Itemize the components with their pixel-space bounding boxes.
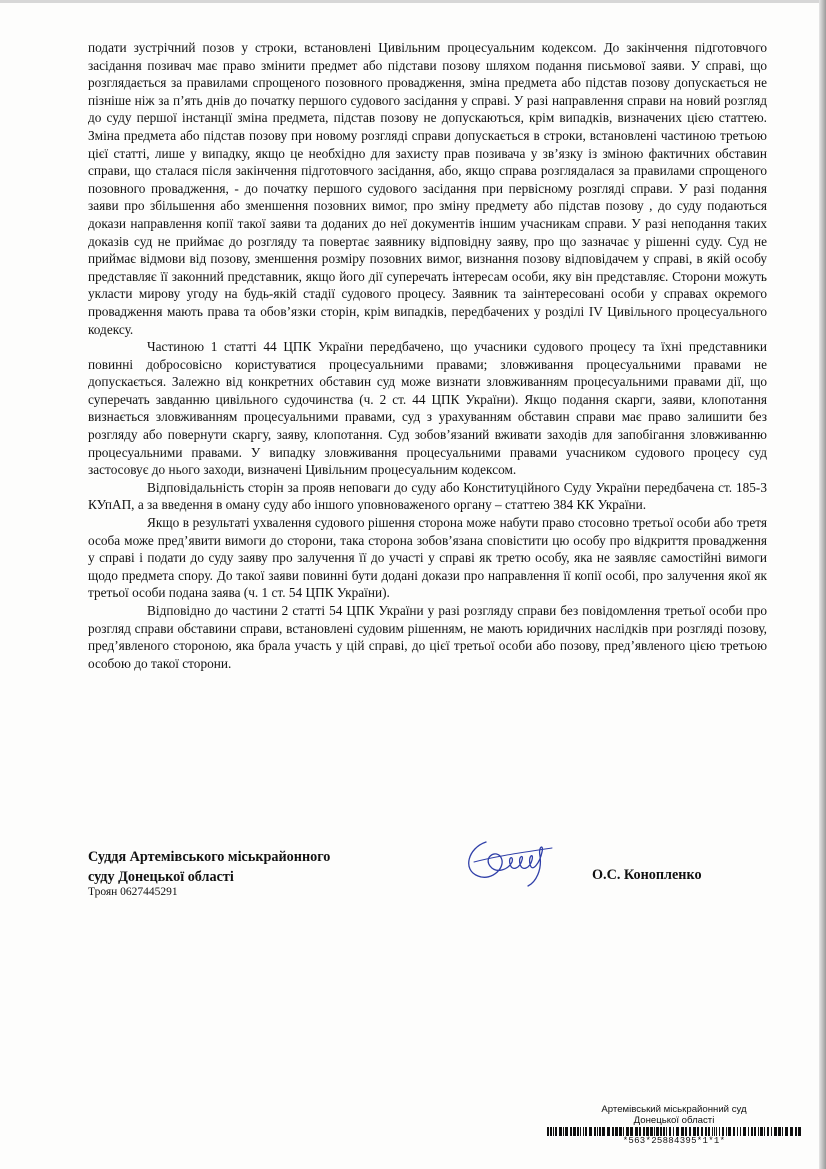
barcode-bar bbox=[666, 1127, 667, 1136]
barcode-bar bbox=[656, 1127, 659, 1136]
barcode-bar bbox=[758, 1127, 759, 1136]
barcode-bar bbox=[795, 1127, 797, 1136]
barcode-bar bbox=[585, 1127, 587, 1136]
barcode-bar bbox=[778, 1127, 781, 1136]
barcode-bar bbox=[737, 1127, 738, 1136]
barcode-bar bbox=[594, 1127, 596, 1136]
executor-phone: Троян 0627445291 bbox=[88, 886, 178, 898]
barcode-bar bbox=[764, 1127, 765, 1136]
barcode-bar bbox=[722, 1127, 724, 1136]
barcode-bar bbox=[697, 1127, 699, 1136]
barcode-bar bbox=[660, 1127, 662, 1136]
paragraph-2: Частиною 1 статті 44 ЦПК України передбачено, що учасники судового процесу та їхні представники повинні добросовісно користуватися процесуальними правами; зловживання процесуальними правами не допускається. Залежно від конкретних обставин суд може визнати зловживанням процесуальними правами дії, що суперечать завданню цивільного судочинства (ч. 2 ст. 44 ЦПК України). Якщо подання скарги, заяви, клопотання визнається зловживанням процесуальними правами, суд з урахуванням обставин справи має право залишити без розгляду або повернути скаргу, заяву, клопотання. Суд зобов’язаний вживати заходів для запобігання зловживанню процесуальними правами. У випадку зловживання процесуальними правами учасником судового процесу суд застосовує до нього заходи, визначені Цивільним процесуальним кодексом. bbox=[88, 339, 767, 478]
judge-title bbox=[88, 847, 330, 887]
barcode bbox=[547, 1127, 801, 1136]
barcode-bar bbox=[669, 1127, 671, 1136]
barcode-bar bbox=[559, 1127, 562, 1136]
barcode-bar bbox=[701, 1127, 703, 1136]
barcode-bar bbox=[740, 1127, 741, 1136]
barcode-bar bbox=[708, 1127, 710, 1136]
judge-name: О.С. Конопленко bbox=[592, 867, 702, 883]
barcode-bar bbox=[589, 1127, 592, 1136]
paragraph-1: подати зустрічний позов у строки, встановлені Цивільним процесуальним кодексом. До закінчення підготовчого засідання позивач має право змінити предмет або підстави позову шляхом подання письмової заяви. У справі, що розглядається за правилами спрощеного позовного провадження, зміна предмета або підстав позову допускається не пізніше ніж за п’ять днів до початку першого судового засідання у справі. У разі направлення справи на новий розгляд до суду першої інстанції зміна предмета, підстав позову не допускаються, крім випадків, визначених цією статтею. Зміна предмета або підстав позову при новому розгляді справи допускається в строки, встановлені частиною третьою цієї статті, лише у випадку, якщо це необхідно для захисту прав позивача у зв’язку із зміною фактичних обставин справи, що сталася після закінчення підготовчого засідання, або, якщо справа розглядалася за правилами спрощеного позовного провадження, - до початку першого судового засідання при первісному розгляді справи. У разі подання заяви про збільшення або зменшення позовних вимог, про зміну предмету або підстав позову , до суду подаються докази направлення копії такої заяви та доданих до неї документів іншим учасникам справи. У разі неподання таких доказів суд не приймає до розгляду та повертає заявнику відповідну заяву, про що зазначає у рішенні суду. Суд не приймає відмови від позову, зменшення розміру позовних вимог, визнання позову відповідачем у справі, в якій особу представляє її законний представник, якщо його дії суперечать інтересам особи, яку він представляє. Сторони можуть укласти мирову угоду на будь-якій стадії судового процесу. Заявник та заінтересовані особи у справах окремого провадження мають права та обов’язки сторін, крім випадків, передбачених у розділі IV Цивільного процесуального кодексу. bbox=[88, 40, 767, 337]
barcode-bar bbox=[635, 1127, 638, 1136]
barcode-bar bbox=[767, 1127, 769, 1136]
barcode-bar bbox=[748, 1127, 749, 1136]
barcode-bar bbox=[646, 1127, 649, 1136]
barcode-bar bbox=[580, 1127, 581, 1136]
barcode-bar bbox=[774, 1127, 777, 1136]
judge-title-line-1: Суддя Артемівського міськрайонного bbox=[88, 849, 331, 865]
barcode-bar bbox=[643, 1127, 645, 1136]
barcode-bar bbox=[555, 1127, 557, 1136]
barcode-bar bbox=[771, 1127, 772, 1136]
barcode-bar bbox=[602, 1127, 605, 1136]
barcode-bar bbox=[663, 1127, 665, 1136]
barcode-bar bbox=[650, 1127, 653, 1136]
judge-title-line-2: суду Донецької області bbox=[88, 869, 234, 885]
barcode-bar bbox=[728, 1127, 731, 1136]
barcode-bar bbox=[597, 1127, 598, 1136]
scan-right-edge bbox=[819, 0, 826, 1169]
barcode-bar bbox=[619, 1127, 622, 1136]
barcode-bar bbox=[563, 1127, 564, 1136]
barcode-bar bbox=[693, 1127, 696, 1136]
barcode-bar bbox=[626, 1127, 629, 1136]
barcode-bar bbox=[607, 1127, 610, 1136]
stamp-court-line-1: Артемівський міськрайонний суд bbox=[601, 1104, 747, 1115]
barcode-bar bbox=[681, 1127, 684, 1136]
barcode-bar bbox=[790, 1127, 793, 1136]
barcode-bar bbox=[577, 1127, 579, 1136]
barcode-bar bbox=[685, 1127, 687, 1136]
barcode-bar bbox=[623, 1127, 624, 1136]
barcode-bar bbox=[583, 1127, 584, 1136]
barcode-bar bbox=[599, 1127, 601, 1136]
barcode-bar bbox=[712, 1127, 713, 1136]
barcode-bar bbox=[615, 1127, 618, 1136]
barcode-number: *563*25884395*1*1* bbox=[622, 1136, 726, 1146]
barcode-bar bbox=[751, 1127, 753, 1136]
barcode-bar bbox=[798, 1127, 801, 1136]
barcode-bar bbox=[550, 1127, 552, 1136]
barcode-bar bbox=[639, 1127, 641, 1136]
paragraph-4: Якщо в результаті ухвалення судового рішення сторона може набути право стосовно третьої особи або третя особа може пред’явити вимоги до сторони, така сторона зобов’язана сповістити цю особу про відкриття провадження у справі і подати до суду заяву про залучення її до участі у справі як третю особу, яка не заявляє самостійні вимоги щодо предмета спору. До такої заяви повинні бути додані докази про направлення її копії особі, про залучення якої як третьої особи подана заява (ч. 1 ст. 54 ЦПК України). bbox=[88, 515, 767, 601]
handwritten-signature bbox=[456, 826, 556, 888]
barcode-bar bbox=[612, 1127, 614, 1136]
barcode-bar bbox=[714, 1127, 715, 1136]
stamp-court-line-2: Донецької області bbox=[633, 1115, 715, 1126]
court-barcode-stamp bbox=[547, 1104, 801, 1146]
barcode-bar bbox=[760, 1127, 763, 1136]
barcode-bar bbox=[565, 1127, 568, 1136]
barcode-bar bbox=[553, 1127, 554, 1136]
barcode-bar bbox=[785, 1127, 788, 1136]
barcode-bar bbox=[573, 1127, 576, 1136]
barcode-bar bbox=[654, 1127, 655, 1136]
barcode-bar bbox=[570, 1127, 572, 1136]
document-body bbox=[88, 39, 767, 672]
scan-top-edge bbox=[0, 0, 826, 3]
barcode-bar bbox=[754, 1127, 756, 1136]
barcode-bar bbox=[782, 1127, 783, 1136]
barcode-bar bbox=[726, 1127, 727, 1136]
barcode-bar bbox=[547, 1127, 549, 1136]
barcode-bar bbox=[716, 1127, 717, 1136]
barcode-bar bbox=[719, 1127, 720, 1136]
barcode-bar bbox=[743, 1127, 746, 1136]
paragraph-5: Відповідно до частини 2 статті 54 ЦПК України у разі розгляду справи без повідомлення третьої особи про розгляд справи обставини справи, встановлені судовим рішенням, не мають юридичних наслідків при розгляді позову, пред’явленого стороною, яка брала участь у цій справі, до цієї третьої особи або позову, пред’явленого цією третьою особою до такої сторони. bbox=[88, 603, 767, 671]
barcode-bar bbox=[689, 1127, 691, 1136]
paragraph-3: Відповідальність сторін за прояв неповаги до суду або Конституційного Суду України передбачена ст. 185-3 КУпАП, а за введення в оману суду або іншого уповноваженого органу – статтею 384 КК України. bbox=[88, 479, 767, 513]
barcode-bar bbox=[676, 1127, 679, 1136]
barcode-bar bbox=[673, 1127, 674, 1136]
barcode-bar bbox=[630, 1127, 633, 1136]
barcode-bar bbox=[733, 1127, 735, 1136]
barcode-bar bbox=[705, 1127, 707, 1136]
